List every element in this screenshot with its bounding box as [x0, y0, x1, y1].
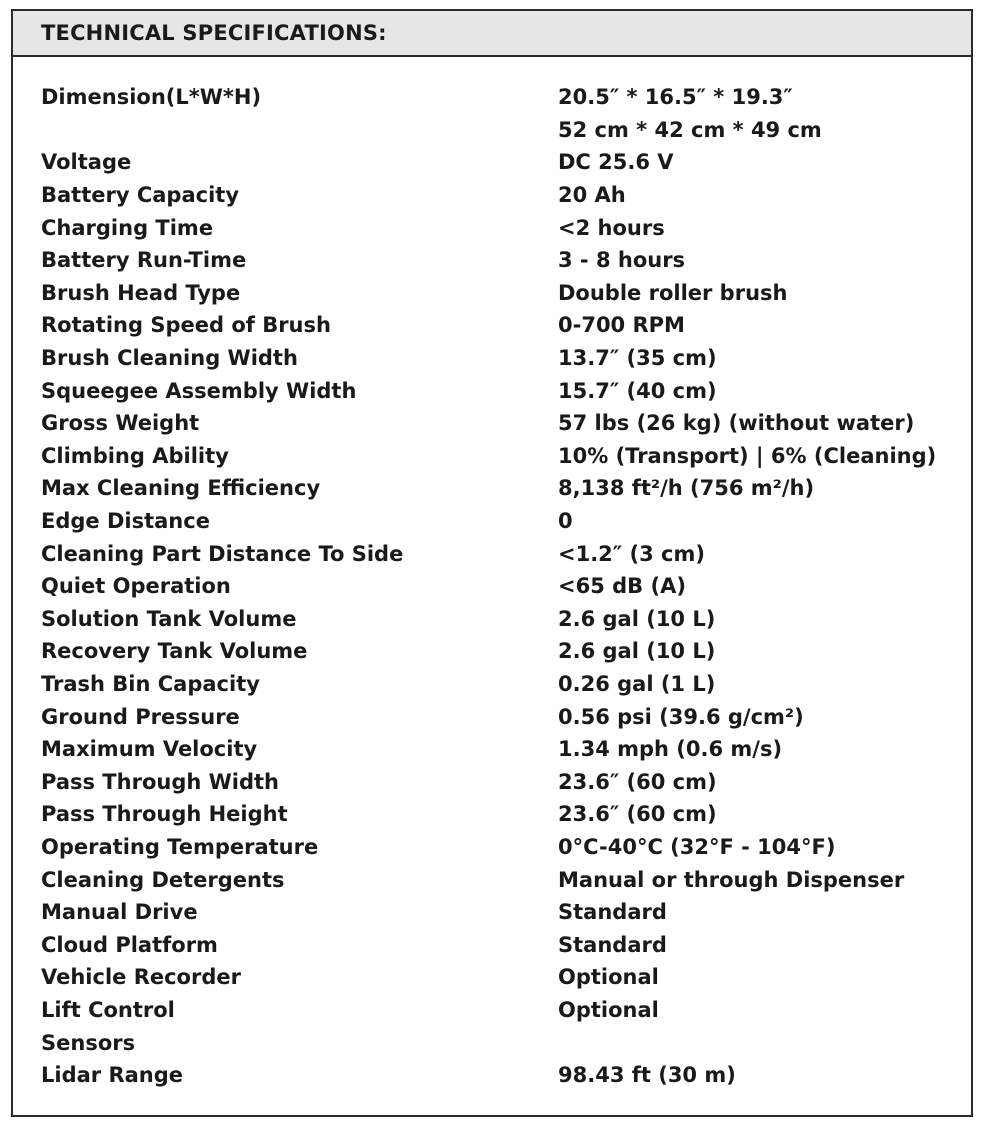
- spec-value: 20.5″ * 16.5″ * 19.3″: [558, 85, 793, 110]
- spec-label: Climbing Ability: [41, 443, 229, 468]
- spec-value: 15.7″ (40 cm): [558, 378, 717, 403]
- spec-row: [41, 211, 961, 244]
- spec-value: 3 - 8 hours: [558, 248, 686, 273]
- spec-label: Trash Bin Capacity: [41, 671, 260, 696]
- spec-label: Battery Run-Time: [41, 248, 247, 273]
- spec-value: Standard: [558, 932, 667, 957]
- spec-row: [41, 1059, 961, 1092]
- spec-value: <1.2″ (3 cm): [558, 541, 705, 566]
- spec-label: Sensors: [41, 1030, 136, 1055]
- spec-row: [41, 733, 961, 766]
- spec-value: 2.6 gal (10 L): [558, 606, 716, 631]
- spec-row: [41, 146, 961, 179]
- spec-value: 8,138 ft²/h (756 m²/h): [558, 476, 815, 501]
- spec-label: Recovery Tank Volume: [41, 639, 308, 664]
- spec-row: [41, 114, 961, 147]
- spec-rows: [41, 81, 961, 1091]
- spec-row: [41, 896, 961, 929]
- spec-value: <65 dB (A): [558, 574, 686, 599]
- spec-label: Squeegee Assembly Width: [41, 378, 357, 403]
- spec-row: [41, 244, 961, 277]
- spec-row: [41, 179, 961, 212]
- spec-table: [11, 9, 973, 1117]
- spec-row: [41, 407, 961, 440]
- spec-row: [41, 1026, 961, 1059]
- spec-label: Cloud Platform: [41, 932, 218, 957]
- spec-value: 20 Ah: [558, 183, 626, 208]
- spec-row: [41, 472, 961, 505]
- spec-value: 23.6″ (60 cm): [558, 802, 717, 827]
- spec-value: 1.34 mph (0.6 m/s): [558, 737, 783, 762]
- spec-row: [41, 537, 961, 570]
- spec-label: Cleaning Detergents: [41, 867, 285, 892]
- spec-row: [41, 440, 961, 473]
- spec-row: [41, 635, 961, 668]
- spec-label: Brush Head Type: [41, 280, 241, 305]
- spec-row: [41, 570, 961, 603]
- spec-label: Operating Temperature: [41, 834, 319, 859]
- spec-value: 0.26 gal (1 L): [558, 671, 716, 696]
- spec-row: [41, 863, 961, 896]
- spec-row: [41, 309, 961, 342]
- spec-label: Lidar Range: [41, 1063, 184, 1088]
- spec-value: 0: [558, 509, 573, 534]
- spec-label: Pass Through Height: [41, 802, 288, 827]
- spec-label: Pass Through Width: [41, 769, 279, 794]
- spec-label: Max Cleaning Efficiency: [41, 476, 321, 501]
- spec-value: 23.6″ (60 cm): [558, 769, 717, 794]
- spec-value: Optional: [558, 965, 659, 990]
- spec-row: [41, 765, 961, 798]
- spec-value: 57 lbs (26 kg) (without water): [558, 411, 915, 436]
- spec-label: Battery Capacity: [41, 183, 240, 208]
- spec-value: 52 cm * 42 cm * 49 cm: [558, 117, 822, 142]
- spec-label: Cleaning Part Distance To Side: [41, 541, 404, 566]
- spec-value: DC 25.6 V: [558, 150, 674, 175]
- spec-row: [41, 928, 961, 961]
- spec-value: 98.43 ft (30 m): [558, 1063, 736, 1088]
- spec-row: [41, 798, 961, 831]
- spec-value: Manual or through Dispenser: [558, 867, 905, 892]
- spec-row: [41, 505, 961, 538]
- spec-row: [41, 994, 961, 1027]
- spec-row: [41, 831, 961, 864]
- spec-row: [41, 374, 961, 407]
- spec-value: <2 hours: [558, 215, 665, 240]
- spec-value: 2.6 gal (10 L): [558, 639, 716, 664]
- spec-label: Lift Control: [41, 997, 175, 1022]
- spec-value: Optional: [558, 997, 659, 1022]
- spec-label: Quiet Operation: [41, 574, 231, 599]
- spec-label: Solution Tank Volume: [41, 606, 297, 631]
- spec-label: Manual Drive: [41, 900, 198, 925]
- spec-label: Voltage: [41, 150, 132, 175]
- spec-label: Charging Time: [41, 215, 214, 240]
- spec-label: Vehicle Recorder: [41, 965, 241, 990]
- spec-label: Maximum Velocity: [41, 737, 258, 762]
- spec-row: [41, 277, 961, 310]
- spec-title: TECHNICAL SPECIFICATIONS:: [41, 21, 387, 45]
- spec-label: Dimension(L*W*H): [41, 85, 262, 110]
- spec-value: 10% (Transport) | 6% (Cleaning): [558, 443, 937, 468]
- spec-header: [13, 11, 971, 57]
- spec-label: Ground Pressure: [41, 704, 240, 729]
- spec-row: [41, 81, 961, 114]
- spec-value: Standard: [558, 900, 667, 925]
- spec-label: Gross Weight: [41, 411, 200, 436]
- spec-value: 0-700 RPM: [558, 313, 685, 338]
- spec-value: 0.56 psi (39.6 g/cm²): [558, 704, 804, 729]
- spec-label: Rotating Speed of Brush: [41, 313, 331, 338]
- spec-value: 0°C-40°C (32°F - 104°F): [558, 834, 836, 859]
- spec-row: [41, 961, 961, 994]
- spec-row: [41, 700, 961, 733]
- spec-value: Double roller brush: [558, 280, 788, 305]
- spec-label: Edge Distance: [41, 509, 210, 534]
- spec-row: [41, 668, 961, 701]
- spec-row: [41, 342, 961, 375]
- spec-row: [41, 603, 961, 636]
- spec-label: Brush Cleaning Width: [41, 346, 298, 371]
- spec-value: 13.7″ (35 cm): [558, 346, 717, 371]
